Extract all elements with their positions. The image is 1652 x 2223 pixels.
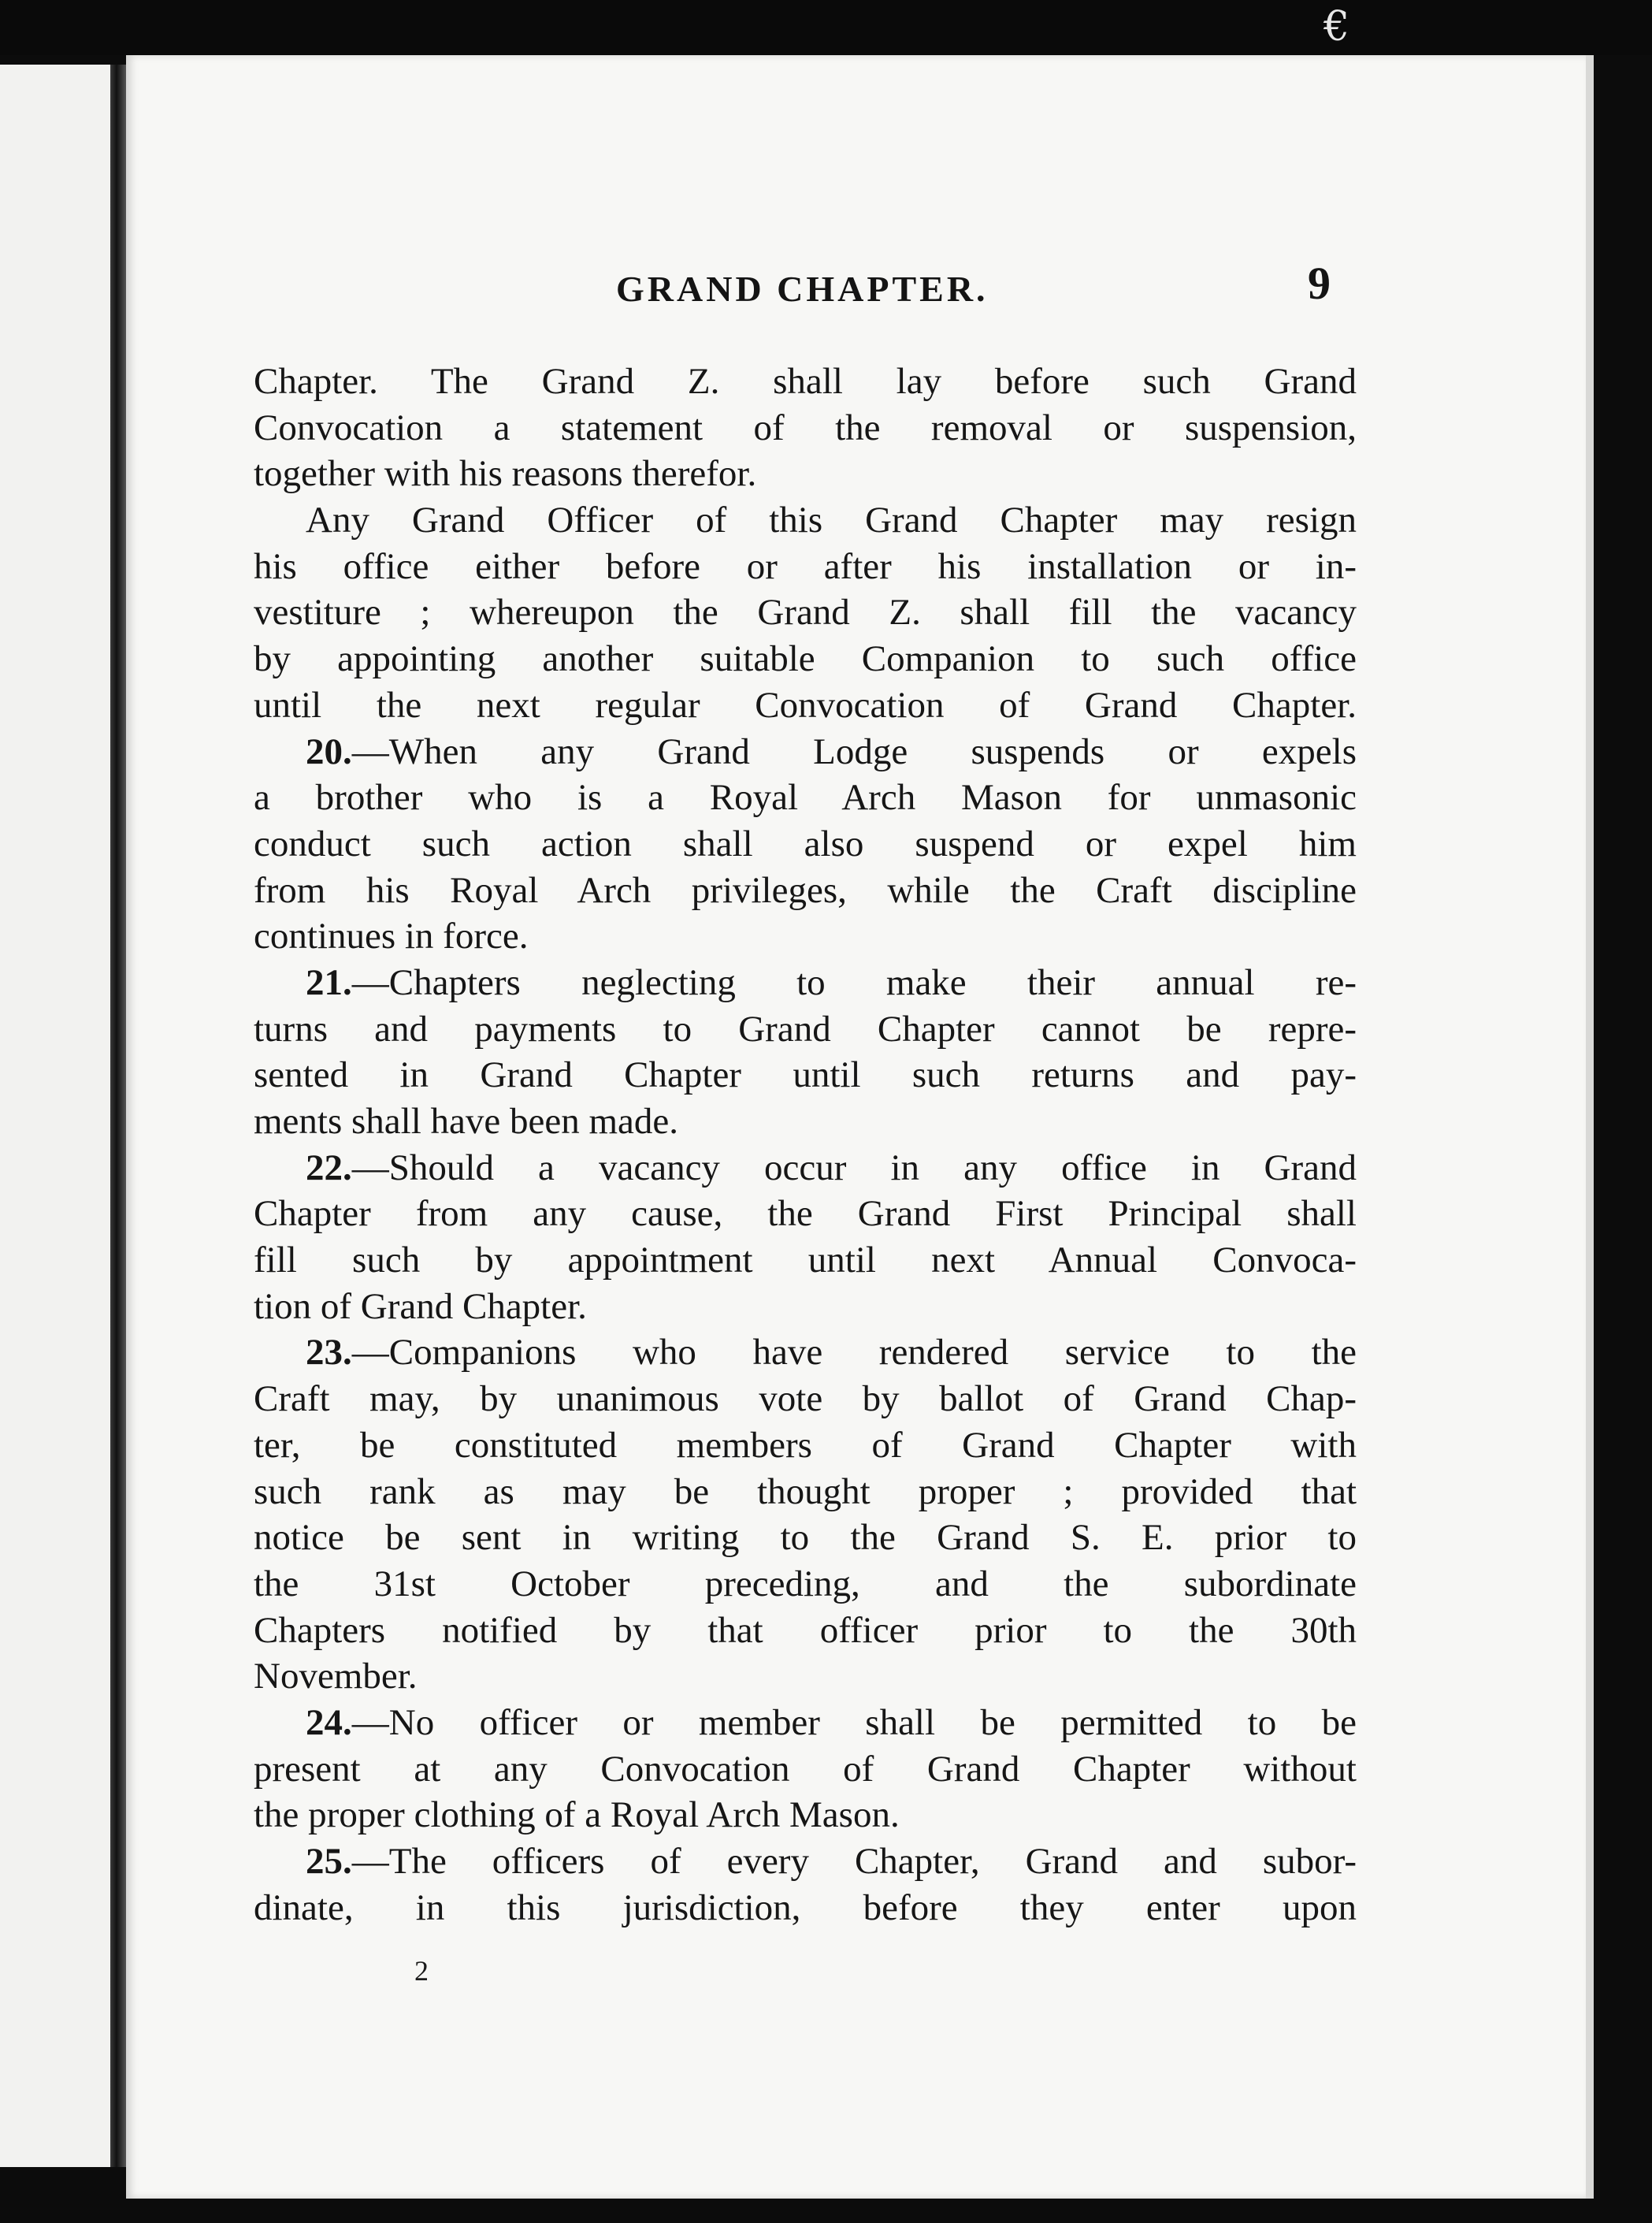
text-line: ments shall have been made. xyxy=(254,1101,679,1142)
section-24-line: 24.—No officer or member shall be permitted to be xyxy=(306,1701,1357,1743)
text-line: dinate, in this jurisdiction, before they enter upon xyxy=(254,1887,1357,1928)
section-number: 23. xyxy=(306,1332,352,1374)
section-22-line: 22.—Should a vacancy occur in any office in Grand xyxy=(306,1147,1357,1188)
section-20-line: 20.—When any Grand Lodge suspends or expels xyxy=(306,730,1357,772)
text-line: Chapter from any cause, the Grand First Principal shall xyxy=(254,1193,1357,1235)
running-head: GRAND CHAPTER. xyxy=(616,269,989,309)
text-line: turns and payments to Grand Chapter cannot be repre- xyxy=(254,1008,1357,1050)
text-line: together with his reasons therefor. xyxy=(254,453,757,495)
text-line: continues in force. xyxy=(254,916,529,957)
section-21-line: 21.—Chapters neglecting to make their annual re- xyxy=(306,961,1357,1003)
section-25-line: 25.—The officers of every Chapter, Grand and subor- xyxy=(306,1841,1357,1882)
text-line: by appointing another suitable Companion to such office xyxy=(254,638,1357,680)
section-number: 20. xyxy=(306,730,352,772)
text-line: Chapter. The Grand Z. shall lay before such Grand xyxy=(254,361,1357,402)
text-line: sented in Grand Chapter until such returns and pay- xyxy=(254,1054,1357,1096)
text-line: Any Grand Officer of this Grand Chapter may resign xyxy=(306,500,1357,541)
text-line: Craft may, by unanimous vote by ballot of Grand Chap- xyxy=(254,1378,1357,1420)
text-line: November. xyxy=(254,1656,418,1697)
text-line: present at any Convocation of Grand Chapter without xyxy=(254,1748,1357,1790)
text-line: from his Royal Arch privileges, while the Craft discipline xyxy=(254,869,1357,911)
facing-page-edge xyxy=(0,65,110,2167)
text-line: the proper clothing of a Royal Arch Mason. xyxy=(254,1794,900,1836)
text-line: vestiture ; whereupon the Grand Z. shall fill the vacancy xyxy=(254,592,1357,634)
section-number: 21. xyxy=(306,961,352,1003)
page-number: 9 xyxy=(1308,258,1331,309)
text-line: Convocation a statement of the removal or suspension, xyxy=(254,407,1357,448)
text-line: notice be sent in writing to the Grand S. E. prior to xyxy=(254,1517,1357,1559)
text-line: such rank as may be thought proper ; provided that xyxy=(254,1470,1357,1512)
text-line: Chapters notified by that officer prior to the 30th xyxy=(254,1609,1357,1651)
section-number: 22. xyxy=(306,1147,352,1188)
section-number: 25. xyxy=(306,1841,352,1882)
text-line: conduct such action shall also suspend or expel him xyxy=(254,823,1357,864)
signature-mark: 2 xyxy=(414,1955,429,1987)
text-line: the 31st October preceding, and the subordinate xyxy=(254,1563,1357,1604)
body-text xyxy=(254,359,1357,1931)
corner-mark: € xyxy=(1323,3,1350,50)
text-line: tion of Grand Chapter. xyxy=(254,1285,587,1327)
page-edge xyxy=(1586,55,1594,2199)
text-line: fill such by appointment until next Annual Convoca- xyxy=(254,1240,1357,1281)
section-23-line: 23.—Companions who have rendered service to the xyxy=(306,1332,1357,1374)
text-line: until the next regular Convocation of Grand Chapter. xyxy=(254,684,1357,726)
book-gutter xyxy=(110,65,126,2167)
text-line: ter, be constituted members of Grand Chapter with xyxy=(254,1424,1357,1466)
scan-top-border xyxy=(0,0,1652,55)
section-number: 24. xyxy=(306,1701,352,1743)
text-line: a brother who is a Royal Arch Mason for unmasonic xyxy=(254,777,1357,819)
text-line: his office either before or after his installation or in- xyxy=(254,545,1357,587)
